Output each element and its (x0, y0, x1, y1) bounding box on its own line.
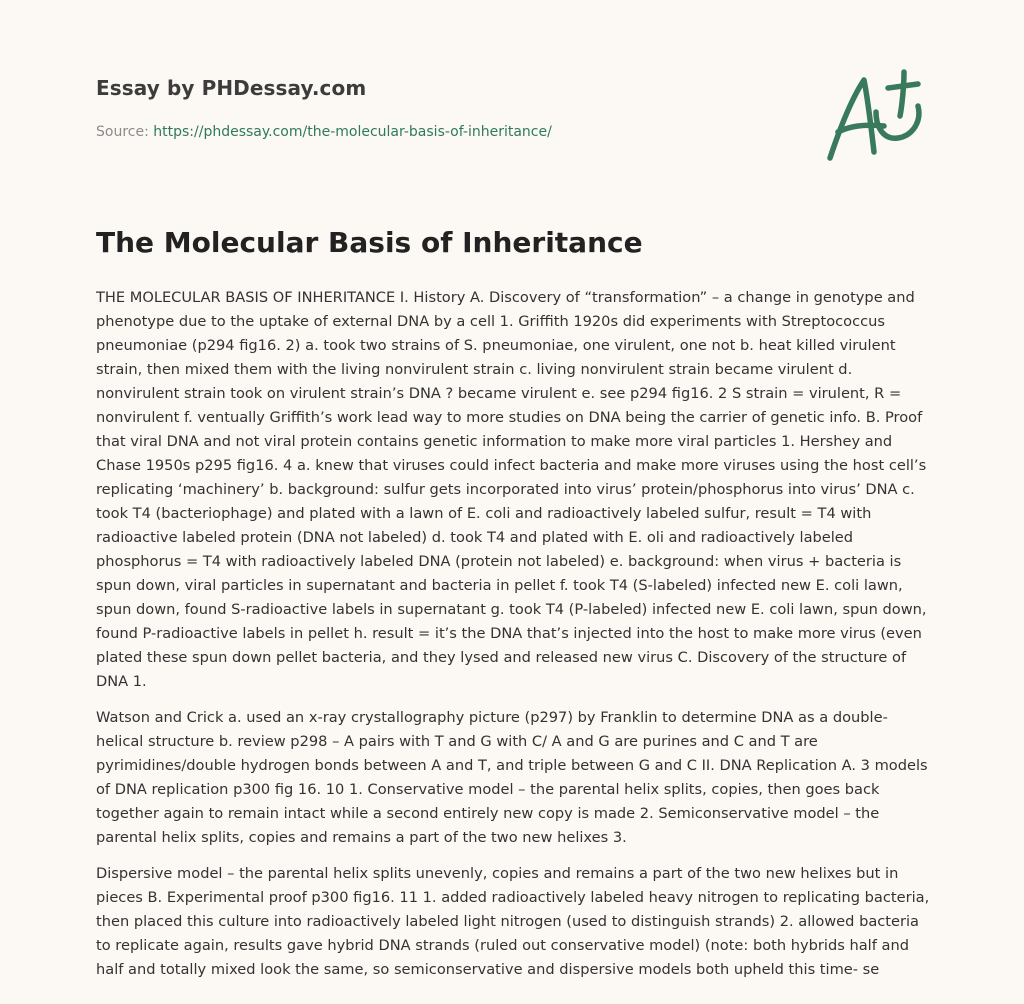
source-line (96, 124, 552, 140)
paragraph: Dispersive model – the parental helix splits unevenly, copies and remains a part of the two new helixes but in pieces B. Experimental proof p300 fig16. 11 1. added radioactively labeled heavy nitrogen to replicating bacteria, then placed this culture into radioactively labeled light nitrogen (used to distinguish strands) 2. allowed bacteria to replicate again, results gave hybrid DNA strands (ruled out conservative model) (note: both hybrids half and half and totally mixed look the same, so semiconservative and dispersive models both upheld this time- se (96, 865, 930, 978)
a-plus-grade-icon (818, 66, 930, 166)
paragraph: Watson and Crick a. used an x-ray crystallography picture (p297) by Franklin to determine DNA as a double-helical structure b. review p298 – A pairs with T and G with C/ A and G are purines and C and T are pyrimidines/double hydrogen bonds between A and T, and triple between G and C II. DNA Replication A. 3 models of DNA replication p300 fig 16. 10 1. Conservative model – the parental helix splits, copies, then goes back together again to remain intact while a second entirely new copy is made 2. Semiconservative model – the parental helix splits, copies and remains a part of the two new helixes 3. (96, 709, 928, 846)
article-title: The Molecular Basis of Inheritance (96, 226, 643, 259)
article-body (96, 286, 934, 994)
paragraph: THE MOLECULAR BASIS OF INHERITANCE I. History A. Discovery of “transformation” – a change in genotype and phenotype due to the uptake of external DNA by a cell 1. Griffith 1920s did experiments with Streptococcus pneumoniae (p294 fig16. 2) a. took two strains of S. pneumoniae, one virulent, one not b. heat killed virulent strain, then mixed them with the living nonvirulent strain c. living nonvirulent strain became virulent d. nonvirulent strain took on virulent strain’s DNA ? became virulent e. see p294 fig16. 2 S strain = virulent, R = nonvirulent f. ventually Griffith’s work lead way to more studies on DNA being the carrier of genetic info. B. Proof that viral DNA and not viral protein contains genetic information to make more viral particles 1. Hershey and Chase 1950s p295 fig16. 4 a. knew that viruses could infect bacteria and make more viruses using the host cell’s replicating ‘machinery’ b. background: sulfur gets incorporated into virus’ protein/phosphorus into virus’ DNA c. took T4 (bacteriophage) and plated with a lawn of E. coli and radioactively labeled sulfur, result = T4 with radioactive labeled protein (DNA not labeled) d. took T4 and plated with E. oli and radioactively labeled phosphorus = T4 with radioactively labeled DNA (protein not labeled) e. background: when virus + bacteria is spun down, viral particles in supernatant and bacteria in pellet f. took T4 (S-labeled) infected new E. coli lawn, spun down, found S-radioactive labels in supernatant g. took T4 (P-labeled) infected new E. coli lawn, spun down, found P-radioactive labels in pellet h. result = it’s the DNA that’s injected into the host to make more virus (even plated these spun down pellet bacteria, and they lysed and released new virus C. Discovery of the structure of DNA 1. (96, 289, 927, 690)
site-brand: Essay by PHDessay.com (96, 76, 367, 100)
source-link[interactable]: https://phdessay.com/the-molecular-basis-of-inheritance/ (153, 124, 552, 140)
source-label: Source: (96, 124, 154, 140)
